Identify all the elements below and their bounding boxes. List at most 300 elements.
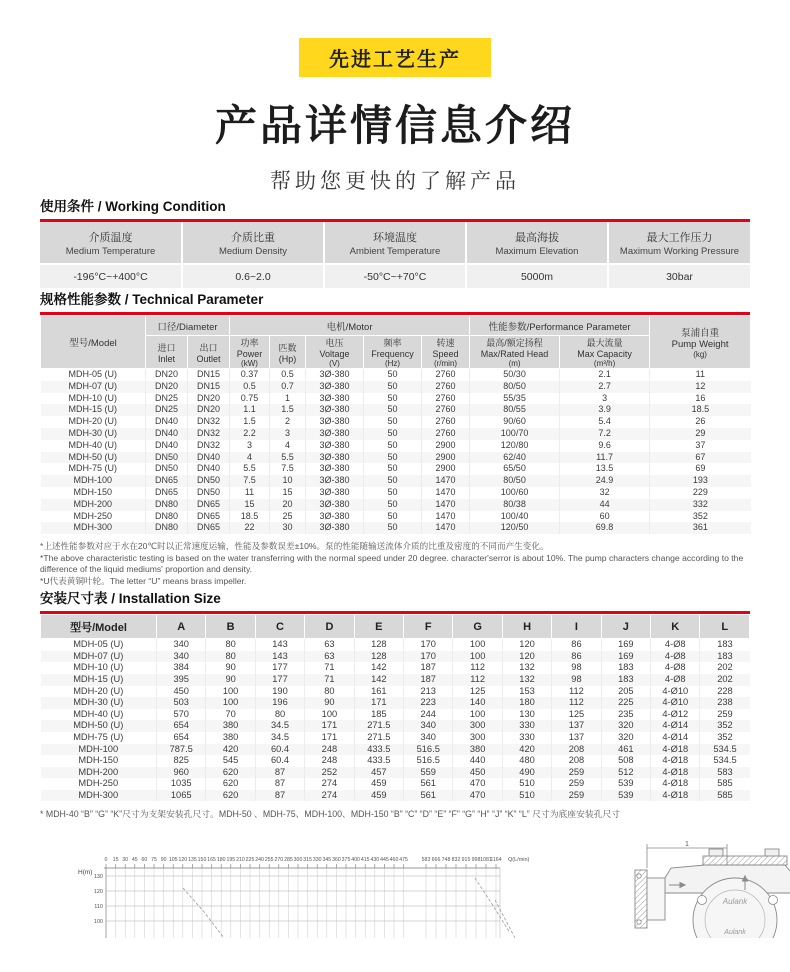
model-cell: MDH-50 (U) — [73, 720, 124, 731]
table-row — [41, 428, 751, 440]
value-cell: DN50 — [188, 487, 230, 499]
model-cell: MDH-150 — [78, 755, 119, 766]
value-cell: 2.7 — [560, 381, 650, 393]
x-tick-label: 15 — [112, 857, 119, 864]
value-cell: 170 — [404, 639, 453, 651]
value-cell: 1.5 — [230, 416, 270, 428]
value-cell: 0.5 — [230, 381, 270, 393]
value-cell: 193 — [650, 475, 751, 487]
value-cell: 183 — [601, 674, 650, 686]
table-header-row — [41, 615, 750, 639]
header-en: Pump Weight — [671, 339, 729, 350]
value-cell: DN20 — [146, 381, 188, 393]
value-cell: 654 — [157, 720, 206, 732]
col-h: H — [502, 615, 551, 639]
model-cell: MDH-20 (U) — [73, 685, 124, 696]
model-cell: MDH-200 — [78, 766, 119, 777]
col-g: G — [453, 615, 502, 639]
value-cell: 3 — [560, 393, 650, 405]
page-title: 产品详情信息介绍 — [214, 102, 575, 149]
note-line: *The above characteristic testing is based on the water transferring with the normal speed under 20 degree. character'serror is about 10%. The pump characters change according to the difference of the liquid mediums' proportion and density. — [40, 552, 744, 575]
value-cell: 171 — [354, 697, 403, 709]
value-cell: 534.5 — [700, 744, 750, 756]
value-cell: 352 — [700, 720, 750, 732]
x-tick-label: 255 — [264, 857, 274, 864]
col-ambient-temperature — [324, 222, 466, 264]
value-cell: 130 — [502, 709, 551, 721]
group-diameter: 口径/Diameter — [146, 316, 230, 336]
value-cell: 100/60 — [470, 487, 560, 499]
value-cell: 15 — [230, 499, 270, 511]
value-cell: 384 — [157, 662, 206, 674]
table-row — [41, 369, 751, 381]
value-cell: 22 — [230, 522, 270, 534]
col-max-working-pressure — [608, 222, 750, 264]
x-tick-label: 445 — [380, 857, 389, 864]
discharge-flange — [703, 856, 787, 865]
pump-curve — [183, 888, 230, 938]
value-cell: 185 — [354, 709, 403, 721]
value-cell: DN65 — [146, 487, 188, 499]
value-cell: 228 — [700, 686, 750, 698]
x-tick-label: 240 — [255, 857, 264, 864]
value-cell: 90/60 — [470, 416, 560, 428]
value-cell: 11.7 — [560, 452, 650, 464]
value-cell: 7.2 — [560, 428, 650, 440]
table-row — [41, 452, 751, 464]
value-cell: 4 — [230, 452, 270, 464]
value-cell: 4-Ø14 — [651, 720, 700, 732]
value-cell: DN25 — [146, 404, 188, 416]
value-cell: 171 — [305, 732, 354, 744]
value-cell: 3Ø-380 — [306, 393, 364, 405]
value-cell: 86 — [552, 651, 601, 663]
col-l: L — [700, 615, 750, 639]
x-tick-label: 285 — [284, 857, 293, 864]
x-tick-label: 150 — [197, 857, 207, 864]
value-cell: 4-Ø18 — [651, 744, 700, 756]
value-cell: 9.6 — [560, 440, 650, 452]
value-cell: 137 — [552, 720, 601, 732]
value-cell: DN25 — [146, 393, 188, 405]
value-cell: DN20 — [188, 393, 230, 405]
value-cell: 16 — [650, 393, 751, 405]
col-e: E — [354, 615, 403, 639]
table-row — [41, 755, 750, 767]
value-cell: 30 — [270, 522, 306, 534]
value-cell: 5.5 — [230, 463, 270, 475]
value-cell: 3Ø-380 — [306, 416, 364, 428]
value-cell: 3Ø-380 — [306, 369, 364, 381]
value-cell: 5000m — [466, 264, 608, 288]
value-cell: 98 — [552, 662, 601, 674]
value-cell: 80 — [206, 639, 255, 651]
value-cell: 80/55 — [470, 404, 560, 416]
x-tick-label: 300 — [293, 857, 303, 864]
value-cell: 503 — [157, 697, 206, 709]
value-cell: 380 — [453, 744, 502, 756]
model-cell: MDH-300 — [78, 789, 119, 800]
value-cell: 395 — [157, 674, 206, 686]
col-power: 功率 Power (kW) — [230, 336, 270, 369]
col-frequency: 频率 Frequency (Hz) — [364, 336, 422, 369]
header-en: Medium Density — [218, 245, 288, 257]
value-cell: 4-Ø10 — [651, 686, 700, 698]
value-cell: 50/30 — [470, 369, 560, 381]
x-tick-label: 998 — [471, 857, 481, 864]
value-cell: 229 — [650, 487, 751, 499]
technical-notes — [40, 541, 750, 587]
value-cell: 177 — [255, 662, 304, 674]
content — [0, 195, 790, 938]
value-cell: DN40 — [146, 428, 188, 440]
value-cell: -196°C~+400°C — [40, 264, 182, 288]
x-axis-unit: Q(L/min) — [508, 857, 530, 864]
value-cell: 259 — [552, 790, 601, 802]
value-cell: 112 — [552, 686, 601, 698]
top-badge: 先进工艺生产 — [299, 38, 491, 77]
value-cell: 50 — [364, 381, 422, 393]
value-cell: 183 — [601, 662, 650, 674]
brand-label: Aulank — [722, 897, 748, 907]
pump-curve — [475, 878, 510, 933]
value-cell: 34.5 — [255, 732, 304, 744]
value-cell: 20 — [270, 499, 306, 511]
table-row — [41, 499, 751, 511]
value-cell: 3Ø-380 — [306, 428, 364, 440]
value-cell: DN50 — [146, 452, 188, 464]
value-cell: 3Ø-380 — [306, 487, 364, 499]
value-cell: 153 — [502, 686, 551, 698]
value-cell: 340 — [404, 720, 453, 732]
value-cell: 330 — [502, 720, 551, 732]
model-cell: MDH-20 (U) — [68, 416, 117, 427]
value-cell: 213 — [404, 686, 453, 698]
col-c: C — [255, 615, 304, 639]
value-cell: 169 — [601, 651, 650, 663]
value-cell: 18.5 — [230, 511, 270, 523]
table-row — [41, 393, 751, 405]
value-cell: 225 — [601, 697, 650, 709]
value-cell: 205 — [601, 686, 650, 698]
model-cell: MDH-75 (U) — [73, 731, 124, 742]
x-tick-label: 90 — [160, 857, 167, 864]
header-cn: 最大工作压力 — [646, 231, 713, 244]
model-cell: MDH-40 (U) — [73, 708, 124, 719]
x-tick-label: 60 — [141, 857, 148, 864]
value-cell: 3Ø-380 — [306, 499, 364, 511]
value-cell: DN20 — [188, 404, 230, 416]
value-cell: 3Ø-380 — [306, 463, 364, 475]
suction-pipe — [647, 878, 665, 920]
table-row — [41, 651, 750, 663]
value-cell: 24.9 — [560, 475, 650, 487]
value-cell: 183 — [700, 651, 750, 663]
value-cell: 450 — [453, 767, 502, 779]
model-cell: MDH-07 (U) — [68, 380, 117, 391]
col-f: F — [404, 615, 453, 639]
installation-size-section — [40, 587, 750, 801]
value-cell: 70 — [206, 709, 255, 721]
value-cell: 274 — [305, 778, 354, 790]
value-cell: 60 — [560, 511, 650, 523]
value-cell: 252 — [305, 767, 354, 779]
value-cell: 2760 — [422, 428, 470, 440]
value-cell: 100 — [453, 639, 502, 651]
table-row — [40, 264, 750, 288]
value-cell: 34.5 — [255, 720, 304, 732]
value-cell: 132 — [502, 662, 551, 674]
technical-parameter-title: 规格性能参数 / Technical Parameter — [40, 292, 264, 307]
value-cell: 583 — [700, 767, 750, 779]
value-cell: 32 — [560, 487, 650, 499]
value-cell: 143 — [255, 651, 304, 663]
table-row — [41, 440, 751, 452]
value-cell: 202 — [700, 662, 750, 674]
col-max-capacity: 最大流量 Max Capacity (m³/h) — [560, 336, 650, 369]
value-cell: 11 — [650, 369, 751, 381]
value-cell: 5.5 — [270, 452, 306, 464]
note-line: *上述性能参数对应于水在20℃时以正常速度运输，性能及参数误差±10%。泵的性能随输送流体介质的比重及密度的不同而产生变化。 — [40, 541, 549, 552]
table-row — [41, 674, 750, 686]
performance-curve-chart — [70, 838, 610, 938]
value-cell: 67 — [650, 452, 751, 464]
value-cell: 140 — [453, 697, 502, 709]
value-cell: 30bar — [608, 264, 750, 288]
value-cell: 459 — [354, 778, 403, 790]
bolt-head — [709, 849, 723, 856]
value-cell: 125 — [453, 686, 502, 698]
value-cell: DN15 — [188, 381, 230, 393]
group-motor: 电机/Motor — [230, 316, 470, 336]
x-tick-label: 832 — [451, 857, 461, 864]
value-cell: 142 — [354, 662, 403, 674]
installation-note: * MDH-40 “B” “G” “K”尺寸为支架安装孔尺寸。MDH-50 、MDH-75、MDH-100、MDH-150 “B” “C” “D” “E” “F” “G” “H” “J” “K” “L” 尺寸为底座安装孔尺寸 — [40, 809, 621, 820]
table-row — [41, 522, 751, 534]
value-cell: DN80 — [146, 522, 188, 534]
x-tick-label: 210 — [236, 857, 245, 864]
col-speed: 转速 Speed (r/min) — [422, 336, 470, 369]
col-pump-weight — [650, 316, 751, 369]
col-b: B — [206, 615, 255, 639]
pump-curve — [495, 900, 515, 938]
value-cell: DN32 — [188, 416, 230, 428]
value-cell: 100 — [206, 697, 255, 709]
col-j: J — [601, 615, 650, 639]
x-tick-label: 915 — [461, 857, 471, 864]
value-cell: -50°C~+70°C — [324, 264, 466, 288]
value-cell: DN32 — [188, 428, 230, 440]
value-cell: 1065 — [157, 790, 206, 802]
value-cell: 171 — [305, 720, 354, 732]
table-row — [41, 697, 750, 709]
value-cell: 100/70 — [470, 428, 560, 440]
x-tick-label: 180 — [216, 857, 226, 864]
header-cn: 最高海拔 — [515, 231, 559, 244]
col-model: 型号/Model — [41, 615, 157, 639]
value-cell: 112 — [453, 662, 502, 674]
value-cell: 470 — [453, 778, 502, 790]
table-row — [41, 511, 751, 523]
header-cn: 介质比重 — [231, 231, 275, 244]
value-cell: 825 — [157, 755, 206, 767]
value-cell: 80/50 — [470, 475, 560, 487]
table-row — [41, 475, 751, 487]
value-cell: 128 — [354, 639, 403, 651]
value-cell: 2900 — [422, 440, 470, 452]
installation-size-table — [40, 614, 750, 801]
value-cell: 361 — [650, 522, 751, 534]
value-cell: DN20 — [146, 369, 188, 381]
value-cell: 161 — [354, 686, 403, 698]
value-cell: DN40 — [146, 440, 188, 452]
value-cell: 183 — [700, 639, 750, 651]
model-cell: MDH-75 (U) — [68, 463, 117, 474]
brand-label-base: Aulank — [724, 929, 746, 937]
model-cell: MDH-15 (U) — [73, 673, 124, 684]
value-cell: 2900 — [422, 463, 470, 475]
value-cell: 63 — [305, 651, 354, 663]
value-cell: 510 — [502, 778, 551, 790]
value-cell: 87 — [255, 767, 304, 779]
value-cell: 2760 — [422, 404, 470, 416]
value-cell: 3Ø-380 — [306, 522, 364, 534]
value-cell: 10 — [270, 475, 306, 487]
value-cell: 561 — [404, 778, 453, 790]
value-cell: 340 — [157, 651, 206, 663]
value-cell: 50 — [364, 428, 422, 440]
table-row — [41, 487, 751, 499]
col-hp: 匹数 (Hp) — [270, 336, 306, 369]
value-cell: 170 — [404, 651, 453, 663]
table-row — [41, 790, 750, 802]
x-tick-label: 415 — [360, 857, 370, 864]
model-cell: MDH-40 (U) — [68, 439, 117, 450]
value-cell: 516.5 — [404, 744, 453, 756]
model-cell: MDH-05 (U) — [68, 369, 117, 379]
value-cell: 0.37 — [230, 369, 270, 381]
col-max-head: 最高/额定扬程 Max/Rated Head (m) — [470, 336, 560, 369]
value-cell: 60.4 — [255, 744, 304, 756]
flange-bolt — [637, 920, 641, 924]
value-cell: 238 — [700, 697, 750, 709]
col-model: 型号/Model — [41, 316, 146, 369]
value-cell: 585 — [700, 790, 750, 802]
dimension-label: 1 — [685, 841, 689, 849]
value-cell: 380 — [206, 720, 255, 732]
x-tick-label: 0 — [104, 857, 108, 864]
value-cell: 420 — [206, 744, 255, 756]
value-cell: 26 — [650, 416, 751, 428]
value-cell: 60.4 — [255, 755, 304, 767]
model-cell: MDH-250 — [73, 510, 112, 521]
value-cell: 196 — [255, 697, 304, 709]
value-cell: 100 — [206, 686, 255, 698]
header-cn: 泵浦自重 — [681, 328, 720, 339]
x-tick-label: 1081 — [480, 857, 492, 864]
table-row — [41, 744, 750, 756]
header-en: Maximum Elevation — [495, 245, 579, 257]
value-cell: 62/40 — [470, 452, 560, 464]
col-maximum-elevation — [466, 222, 608, 264]
model-cell: MDH-10 (U) — [68, 392, 117, 403]
value-cell: 2.1 — [560, 369, 650, 381]
x-tick-label: 45 — [131, 857, 138, 864]
model-cell: MDH-300 — [73, 522, 112, 533]
value-cell: 18.5 — [650, 404, 751, 416]
value-cell: DN32 — [188, 440, 230, 452]
value-cell: 5.4 — [560, 416, 650, 428]
casing-bolt — [698, 896, 707, 905]
value-cell: 90 — [305, 697, 354, 709]
value-cell: 2 — [270, 416, 306, 428]
value-cell: 3.9 — [560, 404, 650, 416]
value-cell: 50 — [364, 404, 422, 416]
value-cell: 86 — [552, 639, 601, 651]
y-tick-label: 110 — [94, 904, 103, 911]
value-cell: 50 — [364, 522, 422, 534]
value-cell: 320 — [601, 720, 650, 732]
x-tick-label: 475 — [399, 857, 408, 864]
value-cell: 440 — [453, 755, 502, 767]
value-cell: 3Ø-380 — [306, 404, 364, 416]
value-cell: 3Ø-380 — [306, 381, 364, 393]
value-cell: DN40 — [188, 463, 230, 475]
value-cell: 1470 — [422, 499, 470, 511]
x-tick-label: 270 — [274, 857, 284, 864]
value-cell: 50 — [364, 393, 422, 405]
value-cell: 1470 — [422, 475, 470, 487]
value-cell: 0.5 — [270, 369, 306, 381]
value-cell: 63 — [305, 639, 354, 651]
table-row — [41, 381, 751, 393]
value-cell: 271.5 — [354, 720, 403, 732]
x-tick-label: 375 — [341, 857, 351, 864]
value-cell: DN50 — [146, 463, 188, 475]
table-row — [41, 662, 750, 674]
y-tick-label: 100 — [93, 919, 103, 926]
value-cell: 71 — [305, 674, 354, 686]
value-cell: DN40 — [188, 452, 230, 464]
x-tick-label: 30 — [122, 857, 129, 864]
col-k: K — [651, 615, 700, 639]
value-cell: 271.5 — [354, 732, 403, 744]
value-cell: 69.8 — [560, 522, 650, 534]
value-cell: 7.5 — [270, 463, 306, 475]
x-tick-label: 105 — [168, 857, 178, 864]
value-cell: 620 — [206, 767, 255, 779]
technical-parameter-table — [40, 315, 751, 534]
col-medium-temperature — [40, 222, 182, 264]
technical-parameter-section — [40, 288, 750, 534]
value-cell: 7.5 — [230, 475, 270, 487]
col-inlet: 进口 Inlet — [146, 336, 188, 369]
value-cell: 4-Ø14 — [651, 732, 700, 744]
value-cell: 420 — [502, 744, 551, 756]
value-cell: 259 — [552, 767, 601, 779]
value-cell: DN15 — [188, 369, 230, 381]
value-cell: 259 — [700, 709, 750, 721]
x-tick-label: 345 — [322, 857, 332, 864]
value-cell: 4-Ø8 — [651, 639, 700, 651]
value-cell: 470 — [453, 790, 502, 802]
value-cell: 120/50 — [470, 522, 560, 534]
model-cell: MDH-100 — [78, 743, 119, 754]
value-cell: DN80 — [146, 511, 188, 523]
x-tick-label: 1164 — [490, 857, 502, 864]
table-row — [41, 686, 750, 698]
x-tick-label: 748 — [441, 857, 451, 864]
